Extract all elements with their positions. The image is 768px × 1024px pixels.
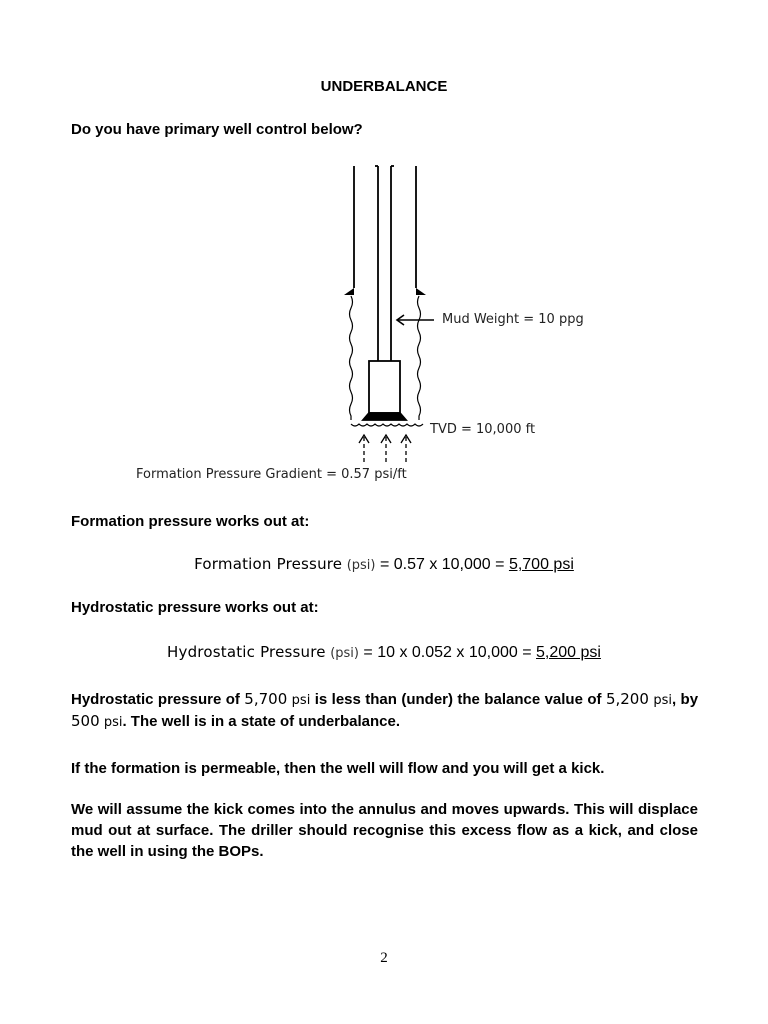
formula-label: Formation Pressure bbox=[194, 555, 343, 573]
paragraph-kick: If the formation is permeable, then the well will flow and you will get a kick. bbox=[71, 760, 605, 777]
value-unit: psi bbox=[653, 693, 672, 708]
formation-pressure-formula bbox=[0, 555, 768, 574]
text-run: . The well is in a state of underbalance. bbox=[122, 713, 401, 730]
open-hole-left-wall bbox=[350, 296, 353, 420]
hole-bottom bbox=[351, 424, 423, 426]
mud-weight-label: Mud Weight = 10 ppg bbox=[442, 312, 584, 327]
drill-bit bbox=[363, 413, 406, 420]
page-number: 2 bbox=[380, 950, 388, 966]
formula-expression: = 10 x 0.052 x 10,000 = bbox=[363, 644, 532, 661]
paragraph-annulus: We will assume the kick comes into the annulus and moves upwards. This will displace mud out at surface. The driller should recognise this excess flow as a kick, and close the well in using the BOPs. bbox=[71, 801, 698, 860]
formation-intro: Formation pressure works out at: bbox=[71, 513, 310, 530]
hydrostatic-pressure-formula bbox=[0, 643, 768, 662]
formula-label: Hydrostatic Pressure bbox=[167, 643, 326, 661]
question: Do you have primary well control below? bbox=[71, 121, 363, 138]
text-run: is less than (under) the balance value of bbox=[314, 691, 602, 708]
open-hole-right-wall bbox=[418, 296, 421, 420]
casing-shoe-right bbox=[416, 288, 426, 295]
formula-unit: (psi) bbox=[330, 646, 359, 661]
value-unit: psi bbox=[291, 693, 311, 708]
value-number: 5,700 bbox=[244, 690, 288, 708]
text-run: , by bbox=[671, 691, 699, 708]
paragraph-underbalance bbox=[71, 689, 698, 733]
value-unit: psi bbox=[103, 715, 123, 730]
formula-result: 5,700 psi bbox=[508, 556, 574, 573]
value-number: 500 bbox=[71, 712, 100, 730]
page-title: UNDERBALANCE bbox=[320, 78, 448, 95]
formula-expression: = 0.57 x 10,000 = bbox=[379, 556, 505, 573]
tvd-label: TVD = 10,000 ft bbox=[430, 422, 536, 437]
bha-collar bbox=[369, 361, 400, 413]
gradient-label: Formation Pressure Gradient = 0.57 psi/ft bbox=[136, 467, 407, 482]
hydrostatic-intro: Hydrostatic pressure works out at: bbox=[71, 599, 319, 616]
formula-unit: (psi) bbox=[346, 558, 376, 573]
text-run: Hydrostatic pressure of bbox=[71, 691, 240, 708]
casing-shoe-left bbox=[344, 288, 354, 295]
value-number: 5,200 bbox=[605, 690, 649, 708]
formula-result: 5,200 psi bbox=[536, 644, 601, 661]
